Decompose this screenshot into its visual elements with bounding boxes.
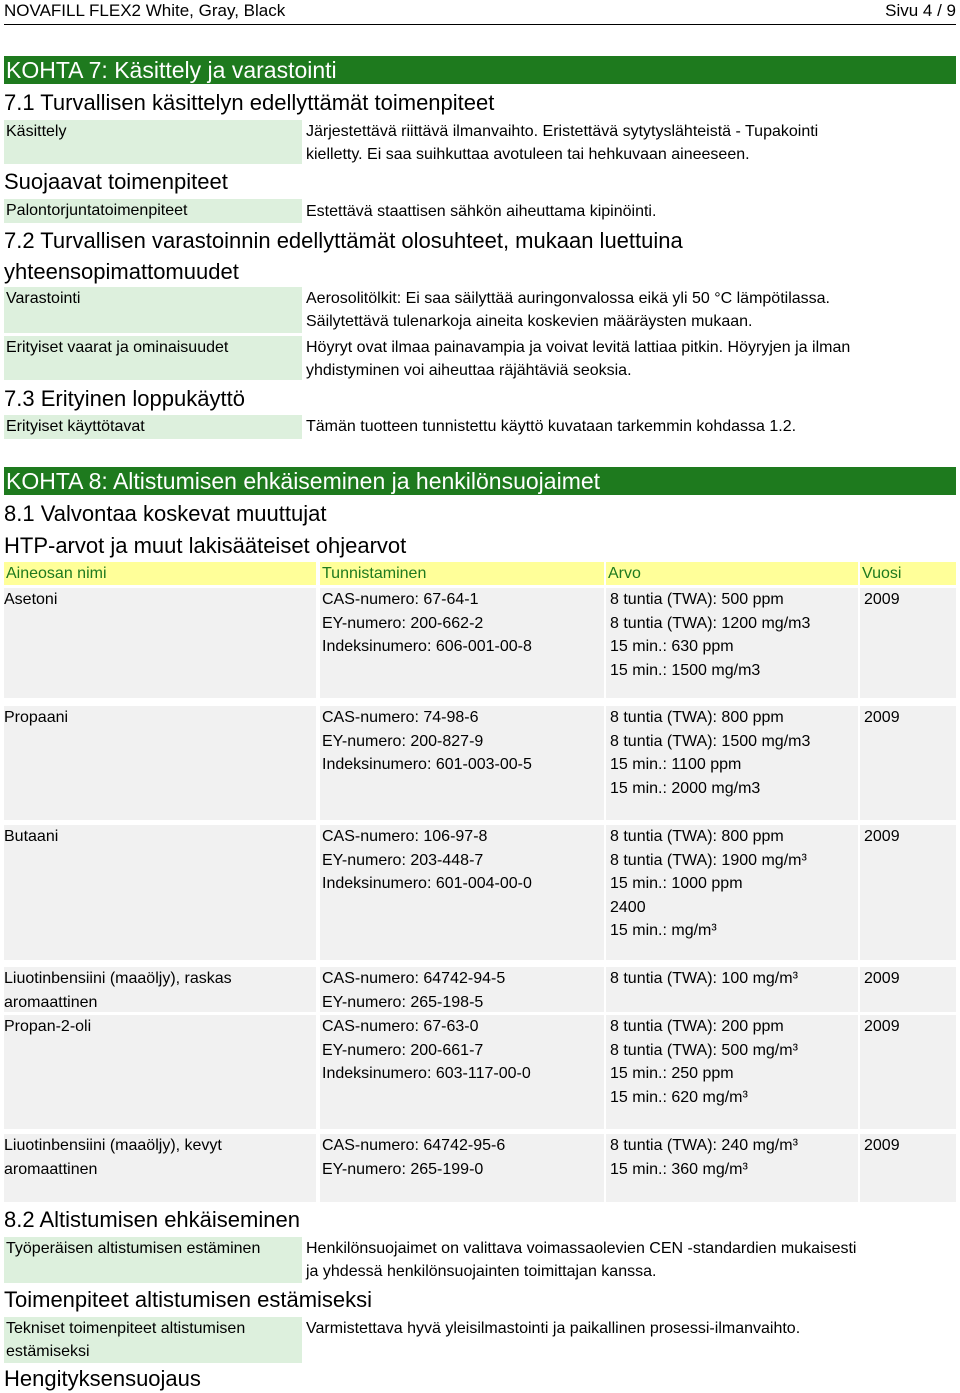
protective-measures-heading: Suojaavat toimenpiteet [4, 169, 228, 194]
name-line: aromaattinen [4, 993, 98, 1011]
handling-line: Järjestettävä riittävä ilmanvaihto. Eristettävä sytytyslähteistä - Tupakointi [306, 123, 819, 140]
id-line: Indeksinumero: 606-001-00-8 [322, 638, 532, 655]
section-7-1-heading: 7.1 Turvallisen käsittelyn edellyttämät toimenpiteet [4, 90, 495, 115]
section-7-3-heading: 7.3 Erityinen loppukäyttö [4, 386, 245, 411]
column-header-name: Aineosan nimi [4, 562, 316, 585]
hazards-label: Erityiset vaarat ja ominaisuudet [4, 336, 302, 380]
value-line: 15 min.: 250 ppm [610, 1065, 734, 1082]
table-row-ids [322, 588, 602, 659]
value-line: 8 tuntia (TWA): 100 mg/m³ [610, 970, 798, 987]
respiratory-protection-heading: Hengityksensuojaus [4, 1366, 201, 1391]
id-line: CAS-numero: 106-97-8 [322, 828, 488, 845]
value-line: 8 tuntia (TWA): 800 ppm [610, 709, 784, 726]
table-row-values [610, 706, 860, 800]
table-row-values [610, 967, 860, 991]
table-row-ids [322, 1015, 602, 1086]
header-rule [4, 24, 956, 25]
name-line: aromaattinen [4, 1160, 98, 1178]
id-line: CAS-numero: 74-98-6 [322, 709, 479, 726]
table-row-name [4, 588, 304, 612]
name-line: Butaani [4, 828, 59, 845]
handling-value [306, 120, 926, 166]
technical-measures-label [4, 1317, 302, 1363]
value-line: 2400 [610, 898, 646, 916]
table-row-name [4, 1015, 304, 1039]
technical-measures-label-line: Tekniset toimenpiteet altistumisen [6, 1320, 246, 1337]
value-line: 15 min.: 1000 ppm [610, 875, 743, 892]
value-line: 8 tuntia (TWA): 1200 mg/m3 [610, 614, 811, 632]
measures-heading: Toimenpiteet altistumisen estämiseksi [4, 1287, 373, 1312]
value-line: 15 min.: 620 mg/m³ [610, 1088, 748, 1106]
fire-measures-label: Palontorjuntatoimenpiteet [4, 199, 302, 223]
page-header [4, 0, 956, 22]
table-row-year: 2009 [864, 709, 900, 726]
table-row-values [610, 825, 860, 943]
specific-uses-label: Erityiset käyttötavat [4, 415, 302, 439]
id-line: EY-numero: 200-662-2 [322, 614, 484, 632]
work-exposure-line: Henkilönsuojaimet on valittava voimassaolevien CEN -standardien mukaisesti [306, 1240, 857, 1257]
fire-measures-value: Estettävä staattisen sähkön aiheuttama kipinöinti. [306, 203, 657, 220]
handling-label: Käsittely [4, 120, 302, 164]
hazards-line: yhdistyminen voi aiheuttaa räjähtäviä seoksia. [306, 362, 632, 379]
value-line: 8 tuntia (TWA): 500 ppm [610, 591, 784, 608]
work-exposure-line: ja yhdessä henkilönsuojainten toimittajan kanssa. [306, 1263, 657, 1280]
column-header-id: Tunnistaminen [320, 562, 604, 585]
value-line: 15 min.: 1100 ppm [610, 756, 742, 773]
table-row-ids [322, 967, 602, 1014]
table-row-name [4, 1134, 304, 1181]
value-line: 15 min.: 360 mg/m³ [610, 1160, 748, 1178]
id-line: CAS-numero: 64742-94-5 [322, 970, 506, 987]
id-line: CAS-numero: 64742-95-6 [322, 1137, 506, 1154]
id-line: Indeksinumero: 601-003-00-5 [322, 756, 532, 773]
storage-line: Aerosolitölkit: Ei saa säilyttää auringonvalossa eikä yli 50 °C lämpötilassa. [306, 290, 830, 307]
technical-measures-label-line: estämiseksi [6, 1343, 90, 1360]
technical-measures-value: Varmistettava hyvä yleisilmastointi ja paikallinen prosessi-ilmanvaihto. [306, 1320, 801, 1337]
column-header-year: Vuosi [860, 562, 956, 585]
value-line: 8 tuntia (TWA): 240 mg/m³ [610, 1137, 798, 1154]
table-row-values [610, 1134, 860, 1181]
table-row-year: 2009 [864, 970, 900, 987]
id-line: EY-numero: 200-827-9 [322, 732, 484, 750]
section-8-title: KOHTA 8: Altistumisen ehkäiseminen ja henkilönsuojaimet [4, 467, 956, 495]
table-row-year: 2009 [864, 828, 900, 845]
id-line: EY-numero: 203-448-7 [322, 851, 484, 869]
table-row-name [4, 967, 304, 1014]
storage-line: Säilytettävä tulenarkoja aineita koskevien määräysten mukaan. [306, 313, 753, 330]
htp-heading: HTP-arvot ja muut lakisääteiset ohjearvot [4, 533, 407, 558]
section-7-title: KOHTA 7: Käsittely ja varastointi [4, 56, 956, 84]
id-line: Indeksinumero: 603-117-00-0 [322, 1065, 531, 1082]
value-line: 8 tuntia (TWA): 200 ppm [610, 1018, 784, 1035]
hazards-value [306, 336, 926, 382]
section-8-1-heading: 8.1 Valvontaa koskevat muuttujat [4, 501, 327, 526]
name-line: Propan-2-oli [4, 1018, 92, 1035]
section-8-2-heading: 8.2 Altistumisen ehkäiseminen [4, 1207, 300, 1232]
table-row-name [4, 706, 304, 730]
table-row-ids [322, 1134, 602, 1181]
table-row-ids [322, 825, 602, 896]
document-title: NOVAFILL FLEX2 White, Gray, Black [4, 1, 286, 20]
column-header-value: Arvo [606, 562, 858, 585]
table-row-values [610, 588, 860, 682]
value-line: 8 tuntia (TWA): 1900 mg/m³ [610, 851, 807, 869]
id-line: EY-numero: 200-661-7 [322, 1041, 484, 1059]
storage-value [306, 287, 926, 333]
value-line: 15 min.: 1500 mg/m3 [610, 661, 761, 679]
storage-label: Varastointi [4, 287, 302, 333]
section-7-2-line: yhteensopimattomuudet [4, 259, 239, 284]
name-line: Propaani [4, 709, 69, 726]
work-exposure-value [306, 1237, 926, 1283]
section-7-2-line: 7.2 Turvallisen varastoinnin edellyttämät olosuhteet, mukaan luettuina [4, 228, 683, 253]
hazards-line: Höyryt ovat ilmaa painavampia ja voivat levitä lattiaa pitkin. Höyryjen ja ilman [306, 339, 851, 356]
value-line: 8 tuntia (TWA): 500 mg/m³ [610, 1041, 798, 1059]
handling-line: kielletty. Ei saa suihkuttaa avotuleen tai hehkuvaan aineeseen. [306, 146, 750, 163]
table-row-year: 2009 [864, 1018, 900, 1035]
page-number: Sivu 4 / 9 [885, 1, 956, 20]
table-row-values [610, 1015, 860, 1109]
id-line: EY-numero: 265-198-5 [322, 993, 484, 1011]
table-row-year: 2009 [864, 1137, 900, 1154]
name-line: Liuotinbensiini (maaöljy), kevyt [4, 1137, 222, 1154]
name-line: Liuotinbensiini (maaöljy), raskas [4, 970, 232, 987]
table-row-name [4, 825, 304, 849]
value-line: 15 min.: 630 ppm [610, 638, 734, 655]
value-line: 8 tuntia (TWA): 1500 mg/m3 [610, 732, 811, 750]
id-line: CAS-numero: 67-64-1 [322, 591, 479, 608]
value-line: 15 min.: mg/m³ [610, 922, 717, 939]
name-line: Asetoni [4, 591, 58, 608]
id-line: EY-numero: 265-199-0 [322, 1160, 484, 1178]
work-exposure-label: Työperäisen altistumisen estäminen [4, 1237, 302, 1283]
value-line: 15 min.: 2000 mg/m3 [610, 779, 761, 797]
table-row-year: 2009 [864, 591, 900, 608]
value-line: 8 tuntia (TWA): 800 ppm [610, 828, 784, 845]
id-line: CAS-numero: 67-63-0 [322, 1018, 479, 1035]
table-row-ids [322, 706, 602, 777]
specific-uses-value: Tämän tuotteen tunnistettu käyttö kuvataan tarkemmin kohdassa 1.2. [306, 418, 797, 435]
section-7-2-heading [4, 225, 683, 287]
id-line: Indeksinumero: 601-004-00-0 [322, 875, 532, 892]
